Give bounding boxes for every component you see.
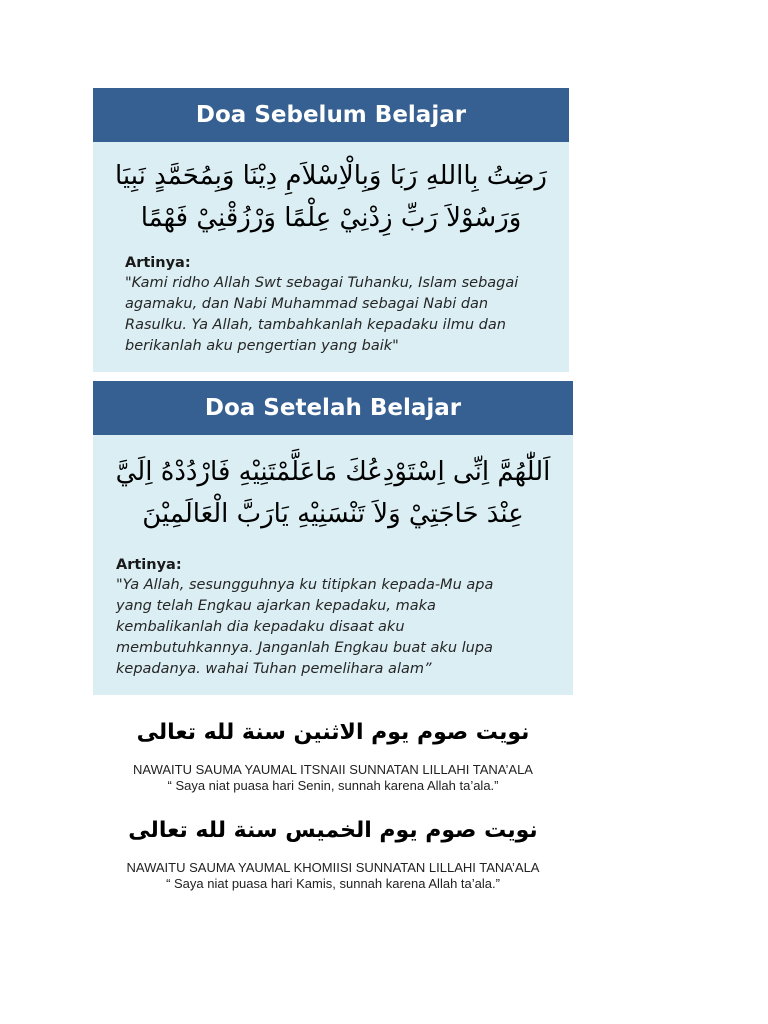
card-title: Doa Setelah Belajar xyxy=(93,381,573,435)
translation-line: agamaku, dan Nabi Muhammad sebagai Nabi dan xyxy=(125,296,489,312)
translation-block xyxy=(93,239,569,357)
niat-latin: NAWAITU SAUMA YAUMAL KHOMIISI SUNNATAN LILLAHI TANA’ALA xyxy=(126,860,540,875)
card-title: Doa Sebelum Belajar xyxy=(93,88,569,142)
translation-line: berikanlah aku pengertian yang baik" xyxy=(125,338,399,354)
niat-arabic: نويت صوم يوم الخميس سنة لله تعالى xyxy=(128,818,538,843)
arabic-prayer xyxy=(93,435,573,535)
translation-block xyxy=(93,535,573,680)
translation-line: "Kami ridho Allah Swt sebagai Tuhanku, Islam sebagai xyxy=(125,275,519,291)
niat-arabic: نويت صوم يوم الاثنين سنة لله تعالى xyxy=(136,720,530,745)
arabic-prayer xyxy=(93,142,569,239)
niat-latin: NAWAITU SAUMA YAUMAL ITSNAII SUNNATAN LILLAHI TANA’ALA xyxy=(133,762,533,777)
translation-line: membutuhkannya. Janganlah Engkau buat aku lupa xyxy=(116,640,493,656)
artinya-label: Artinya: xyxy=(125,255,191,271)
doa-setelah-belajar-card xyxy=(93,381,573,695)
artinya-label: Artinya: xyxy=(116,557,182,573)
doa-sebelum-belajar-card xyxy=(93,88,569,372)
niat-senin xyxy=(93,718,573,794)
translation-text xyxy=(125,273,569,357)
translation-line: yang telah Engkau ajarkan kepadaku, maka xyxy=(116,598,436,614)
translation-line: Rasulku. Ya Allah, tambahkanlah kepadaku ilmu dan xyxy=(125,317,506,333)
niat-kamis xyxy=(93,816,573,892)
niat-meaning: “ Saya niat puasa hari Senin, sunnah karena Allah ta’ala.” xyxy=(167,778,499,793)
arabic-line: اَللّٰهُمَّ اِنِّى اِسْتَوْدِعُكَ مَاعَلَّمْتَنِيْهِ فَارْدُدْهُ اِلَيَّ xyxy=(115,457,551,487)
arabic-line: رَضِتُ بِااللهِ رَبَا وَبِالْاِسْلاَمِ دِيْنَا وَبِمُحَمَّدٍ نَبِيَا xyxy=(115,161,547,191)
niat-meaning: “ Saya niat puasa hari Kamis, sunnah karena Allah ta’ala.” xyxy=(166,876,500,891)
translation-text xyxy=(116,575,573,680)
translation-line: kembalikanlah dia kepadaku disaat aku xyxy=(116,619,405,635)
translation-line: "Ya Allah, sesungguhnya ku titipkan kepada-Mu apa xyxy=(116,577,494,593)
arabic-line: وَرَسُوْلاَ رَبِّ زِدْنِيْ عِلْمًا وَرْزُقْنِيْ فَهْمًا xyxy=(140,203,522,233)
arabic-line: عِنْدَ حَاجَتِيْ وَلاَ تَنْسَنِيْهِ يَارَبَّ الْعَالَمِيْنَ xyxy=(142,499,524,529)
translation-line: kepadanya. wahai Tuhan pemelihara alam” xyxy=(116,661,432,677)
